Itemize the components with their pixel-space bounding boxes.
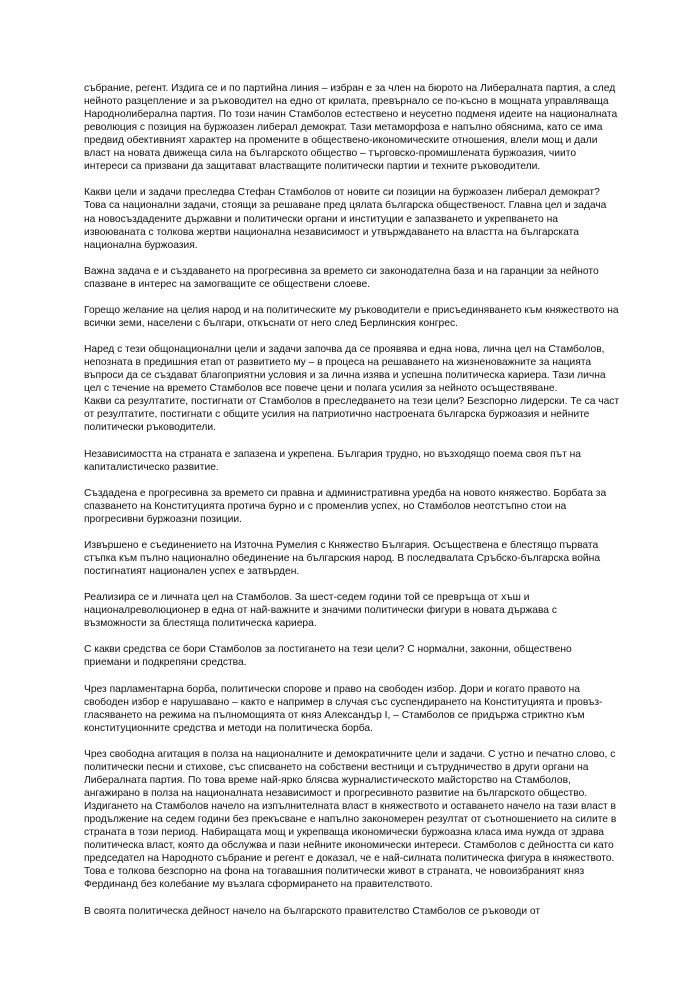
paragraph-8: Създадена е прогресивна за времето си правна и административна уредба на новото княжество. Борбата за спазването на Конституцията протича бурно и с променлив успех, но Стамболов неотстъпно стои на прогресивни буржоазни позиции. [84,487,607,525]
paragraph-11: С какви средства се бори Стамболов за постигането на тези цели? С нормални, законни, обществено приемани и подкрепяни средства. [84,644,572,669]
paragraph-6: Какви са резултатите, постигнати от Стамболов в преследването на тези цели? Безспорно лидерски. Те са част от резултатите, постигнати с общите усилия на патриотично настроената българска буржоазия и нейните политически ръководители. [84,396,620,434]
paragraph-12: Чрез парламентарна борба, политически спорове и право на свободен избор. Дори и когато правото на свободен избор е нарушавано – както е например в случая със суспендирането на Конституцията и провъз-гласяването на режима на пълномощията от княз Александър I, – Стамболов се придържа стриктно към конституционните средства и методи на политическа борба. [84,683,603,734]
paragraph-7: Независимостта на страната е запазена и укрепена. България трудно, но възходящо поема своя път на капиталистическо развитие. [84,448,582,473]
document-page [84,82,620,918]
paragraph-14: Издигането на Стамболов начело на изпълнителната власт в княжеството и оставането начело на тази власт в продължение на седем години без прекъсване е напълно закономерен резултат от съотношението на силите в страната в този период. Набиращата мощ и укрепваща икономически буржоазна класа има нужда от здрава политическа власт, която да обслужва и пази нейните икономически интереси. Стамболов с дейността си като председател на Народното събрание и регент е доказал, че е най-силната политическа фигура в княжеството. Това е толкова безспорно на фона на тогавашния политически живот в страната, че новоизбраният княз Фердинанд без колебание му възлага сформирането на правителството. [84,801,617,891]
paragraph-10: Реализира се и личната цел на Стамболов. За шест-седем години той се превръща от хъш и националреволюционер в една от най-важните и значими политически фигури в новата държава с възможности за блестяща политическа кариера. [84,592,557,630]
paragraph-3: Важна задача е и създаването на прогресивна за времето си законодателна база и на гаранции за нейното спазване в интерес на замогващите се обществени слоеве. [84,265,599,290]
paragraph-15: В своята политическа дейност начело на българското правителство Стамболов се ръководи от [84,905,541,917]
paragraph-9: Извършено е съединението на Източна Румелия с Княжество България. Осъществена е блестящо първата стъпка към пълно национално обединение на българския народ. В последвалата Сръбско-българска война постигнатият национален успех е затвърден. [84,539,601,578]
paragraph-5: Наред с тези общонационални цели и задачи започва да се проявява и една нова, лична цел на Стамболов, непозната в предишния етап от развитието му – в процеса на решаването на жизненоважните за нацията въпроси да се създават благоприятни условия и за лична изява и успешна политическа кариера. Тази лична цел с течение на времето Стамболов все повече цени и полага усилия за нейното осъществяване. [84,344,606,395]
paragraph-1: събрание, регент. Издига се и по партийна линия – избран е за член на бюрото на Либералната партия, а след нейното разцепление и за ръководител на едно от крилата, превърнало се по-късно в мощната управляваща Народнолиберална партия. По този начин Стамболов естествено и неусетно подменя идеите на националната революция с позиция на буржоазен либерал демократ. Тази метаморфоза е напълно обяснима, като се има предвид обективният характер на промените в обществено-икономическите отношения, влели мощ и дали власт на новата движеща сила на българското общество – търговско-промишлената буржоазия, чиито интереси са призвани да защитават властващите политически партии и техните ръководители. [84,83,618,173]
paragraph-13: Чрез свободна агитация в полза на националните и демократичните цели и задачи. С устно и печатно слово, с политически песни и стихове, със списването на собствени вестници и сътрудничество в други органи на Либералната партия. По това време най-ярко блясва журналистическото майсторство на Стамболов, ангажирано в полза на националната независимост и прогресивното развитие на българското общество. [84,748,616,800]
paragraph-2: Какви цели и задачи преследва Стефан Стамболов от новите си позиции на буржоазен либерал демократ? Това са национални задачи, стоящи за решаване пред цялата българска общественост. Главна цел и задача на новосъздадените държавни и политически органи и институции е запазването и укрепването на извоюваната с толкова жертви национална независимост и утвърждаването на властта на българската национална буржоазия. [84,187,607,251]
paragraph-4: Горещо желание на целия народ и на политическите му ръководители е присъединяването към княжеството на всички земи, населени с българи, откъснати от него след Берлинския конгрес. [84,304,619,329]
